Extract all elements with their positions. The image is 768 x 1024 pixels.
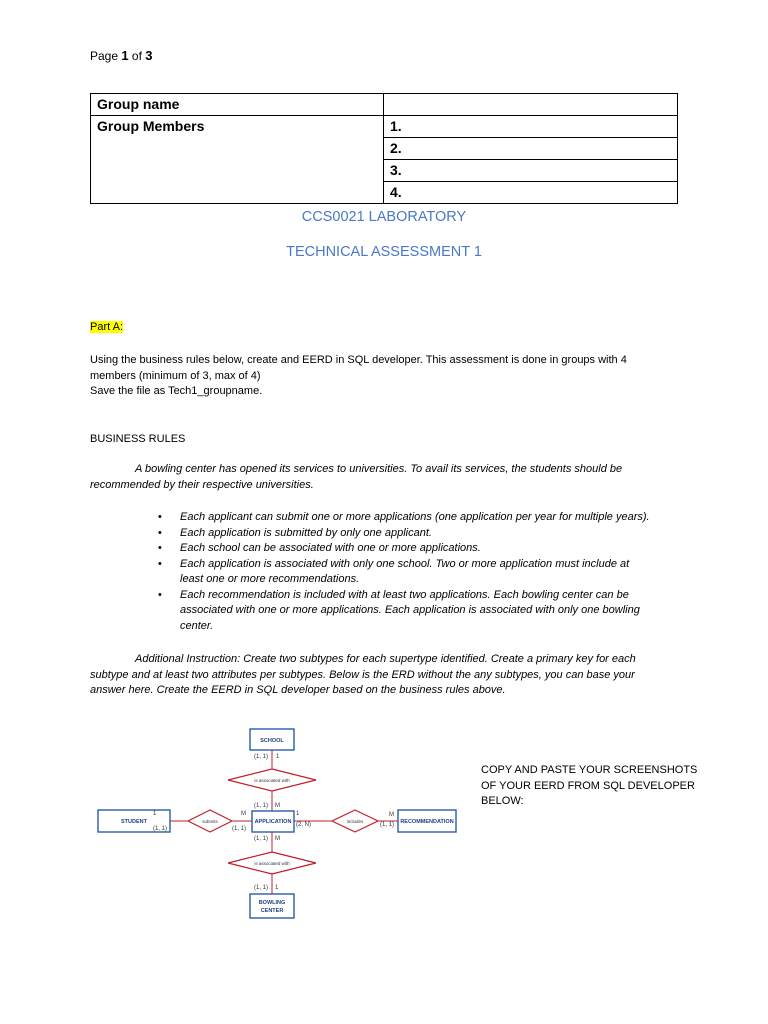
assessment-title: TECHNICAL ASSESSMENT 1 bbox=[286, 244, 482, 260]
copy-instruction: COPY AND PASTE YOUR SCREENSHOTS OF YOUR EERD FROM SQL DEVELOPER BELOW: bbox=[481, 764, 698, 807]
intro-paragraph: Using the business rules below, create and EERD in SQL developer. This assessment is done in groups with 4 members (minimum of 3, max of 4) Save the file as Tech1_groupname. bbox=[90, 354, 627, 397]
cardinality: (1, 1) bbox=[254, 803, 269, 809]
relationship-label: includes bbox=[346, 819, 364, 824]
entity-label: SCHOOL bbox=[260, 738, 284, 744]
cardinality: 1 bbox=[153, 811, 157, 817]
cardinality: (1, 1) bbox=[153, 826, 168, 832]
list-item: • Each application is submitted by only one applicant. bbox=[158, 526, 432, 539]
table-row bbox=[91, 116, 678, 138]
entity-label: CENTER bbox=[260, 908, 284, 914]
member-3[interactable]: 3. bbox=[384, 160, 678, 182]
member-4[interactable]: 4. bbox=[384, 182, 678, 204]
cardinality: M bbox=[275, 836, 280, 842]
list-item: • Each application is associated with only one school. Two or more application must include at least one or more recommendations. bbox=[158, 557, 630, 585]
cardinality: (1, 1) bbox=[380, 822, 395, 828]
relationship-label: is associated with bbox=[254, 778, 290, 783]
cardinality: 1 bbox=[275, 885, 279, 891]
group-name-value[interactable] bbox=[384, 94, 678, 116]
group-members-label: Group Members bbox=[91, 116, 384, 204]
entity-label: RECOMMENDATION bbox=[400, 819, 454, 825]
cardinality: (1, 1) bbox=[254, 836, 269, 842]
entity-bowling-center bbox=[250, 894, 294, 918]
list-item: • Each school can be associated with one or more applications. bbox=[158, 542, 481, 554]
erd-diagram bbox=[90, 722, 470, 922]
cardinality: (1, 1) bbox=[254, 885, 269, 891]
cardinality: (2, N) bbox=[296, 822, 311, 828]
group-info-table bbox=[90, 93, 678, 204]
table-row bbox=[91, 94, 678, 116]
additional-instruction: Additional Instruction: Create two subtypes for each supertype identified. Create a primary key for each subtype and at least two attributes per subtypes. Below is the ERD without the any subtypes, you can base your answer here. Create the EERD in SQL developer based on the business rules above. bbox=[90, 653, 636, 696]
business-rules-heading: BUSINESS RULES bbox=[90, 433, 186, 445]
part-a-label: Part A: bbox=[90, 321, 124, 333]
member-1[interactable]: 1. bbox=[384, 116, 678, 138]
lab-title: CCS0021 LABORATORY bbox=[301, 209, 467, 225]
relationship-label: is associated with bbox=[254, 861, 290, 866]
entity-label: STUDENT bbox=[121, 819, 147, 825]
business-rules-list bbox=[150, 510, 680, 634]
cardinality: M bbox=[241, 811, 246, 817]
list-item: • Each recommendation is included with at least two applications. Each bowling center can be associated with one or more applications. Each application is associated with only one bowling center. bbox=[158, 588, 640, 632]
cardinality: M bbox=[389, 812, 394, 818]
relationship-label: submits bbox=[202, 819, 218, 824]
business-rules-intro: A bowling center has opened its services to universities. To avail its services, the students should be recommended by their respective universities. bbox=[90, 463, 623, 491]
page-number: Page 1 of 3 bbox=[90, 48, 153, 63]
cardinality: M bbox=[275, 803, 280, 809]
list-item: • Each applicant can submit one or more applications (one application per year for multiple years). bbox=[158, 511, 650, 523]
entity-label: APPLICATION bbox=[254, 819, 292, 825]
member-2[interactable]: 2. bbox=[384, 138, 678, 160]
group-name-label: Group name bbox=[91, 94, 384, 116]
cardinality: (1, 1) bbox=[232, 826, 247, 832]
cardinality: 1 bbox=[276, 754, 280, 760]
entity-label: BOWLING bbox=[258, 900, 286, 906]
cardinality: (1, 1) bbox=[254, 754, 269, 760]
cardinality: 1 bbox=[296, 811, 300, 817]
